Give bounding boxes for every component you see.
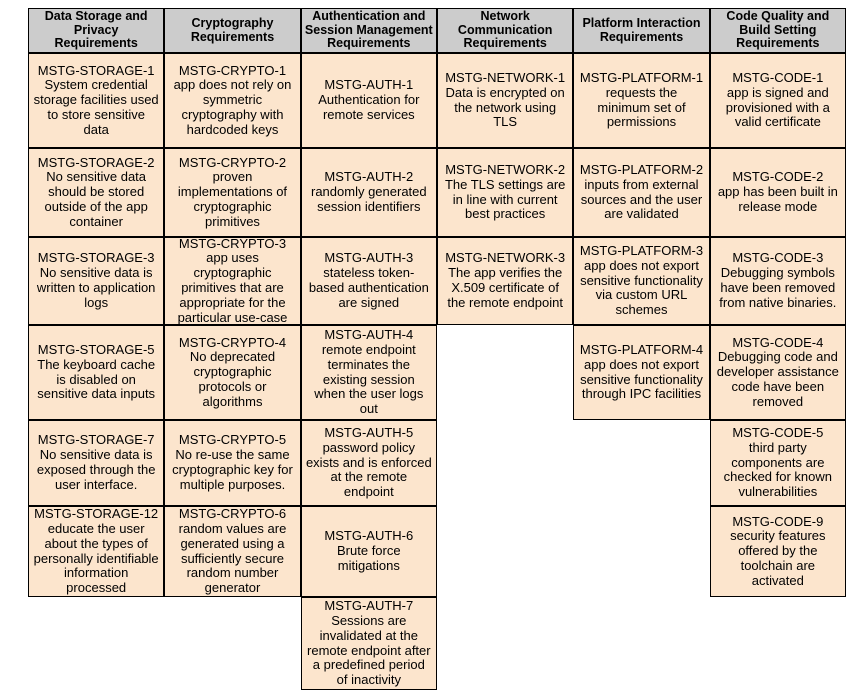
requirement-cell [437,148,573,237]
requirement-description: inputs from external sources and the user are validated [580,176,703,222]
column-header: Cryptography Requirements [164,8,300,53]
requirement-code: MSTG-CODE-4 [732,334,824,350]
requirement-description: The TLS settings are in line with current best practices [444,176,566,222]
requirement-description: Data is encrypted on the network using TLS [445,84,565,130]
requirement-description: No re-use the same cryptographic key for multiple purposes. [172,447,293,492]
requirement-code: MSTG-NETWORK-2 [445,161,566,177]
requirement-code: MSTG-STORAGE-12 [34,506,159,522]
requirement-cell [710,148,846,237]
requirement-code: MSTG-CODE-3 [732,250,824,266]
requirement-cell [573,53,709,148]
requirement-code: MSTG-CRYPTO-3 [178,235,287,251]
requirement-description: Sessions are invalidated at the remote endpoint after a predefined period of inactivity [307,612,431,688]
requirement-cell [164,53,300,148]
requirement-code: MSTG-AUTH-4 [324,327,414,343]
requirement-description: app is signed and provisioned with a valid certificate [725,84,830,130]
requirement-code: MSTG-PLATFORM-3 [579,243,704,258]
requirement-code: MSTG-CRYPTO-4 [178,334,287,350]
requirement-cell [301,506,437,597]
requirement-code: MSTG-STORAGE-5 [37,341,155,357]
requirement-code: MSTG-PLATFORM-4 [579,341,704,357]
requirement-description: password policy exists and is enforced at the remote endpoint [305,439,432,500]
column-header: Authentication and Session Management Requirements [301,8,437,53]
requirement-cell [301,237,437,325]
requirement-code: MSTG-AUTH-3 [324,250,414,266]
requirement-cell [573,325,709,420]
requirement-description: educate the user about the types of personally identifiable information processed [33,520,159,596]
requirement-description: Debugging symbols have been removed from native binaries. [719,265,837,310]
requirement-cell [28,53,164,148]
requirement-description: System credential storage facilities used to store sensitive data [33,77,159,137]
requirement-cell [301,597,437,690]
requirement-cell [164,325,300,420]
requirement-cell [710,53,846,148]
requirement-description: Debugging code and developer assistance code have been removed [716,349,839,409]
requirement-description: app does not export sensitive functionality via custom URL schemes [580,257,703,318]
requirement-code: MSTG-CODE-9 [732,513,824,529]
requirement-cell [301,148,437,237]
requirement-code: MSTG-NETWORK-1 [445,69,566,85]
requirement-description: app does not rely on symmetric cryptography with hardcoded keys [173,77,292,137]
requirement-code: MSTG-CRYPTO-1 [178,62,287,78]
requirement-code: MSTG-PLATFORM-1 [579,69,704,85]
requirement-description: Brute force mitigations [337,543,401,573]
requirement-description: randomly generated session identifiers [311,184,427,214]
requirement-description: requests the minimum set of permissions [597,84,686,130]
requirement-code: MSTG-CODE-1 [732,69,824,85]
requirement-code: MSTG-CODE-2 [732,169,824,185]
requirement-description: No sensitive data should be stored outside of the app container [44,169,148,229]
requirement-cell [28,420,164,506]
requirement-cell [28,325,164,420]
requirement-code: MSTG-STORAGE-7 [37,432,155,448]
requirement-code: MSTG-STORAGE-1 [37,62,155,78]
requirement-description: app has been built in release mode [717,184,838,214]
requirement-description: stateless token-based authentication are signed [308,265,429,310]
requirement-description: No sensitive data is exposed through the user interface. [36,447,156,492]
requirement-cell [164,148,300,237]
requirement-code: MSTG-AUTH-5 [324,425,414,440]
requirement-code: MSTG-CRYPTO-6 [178,506,287,522]
column-header: Platform Interaction Requirements [573,8,709,53]
requirement-description: random values are generated using a sufficiently secure random number generator [178,520,287,596]
requirement-cell [28,148,164,237]
requirement-code: MSTG-CRYPTO-5 [178,432,287,448]
requirement-code: MSTG-CODE-5 [732,425,824,440]
requirements-grid [28,8,846,690]
requirement-description: proven implementations of cryptographic primitives [177,169,288,229]
requirement-cell [437,237,573,325]
requirement-cell [710,237,846,325]
requirement-cell [573,237,709,325]
requirement-cell [164,506,300,597]
requirement-code: MSTG-PLATFORM-2 [579,161,704,177]
requirement-description: app does not export sensitive functionality through IPC facilities [580,356,703,402]
requirement-code: MSTG-STORAGE-2 [37,154,155,170]
requirement-code: MSTG-AUTH-1 [324,77,414,93]
requirement-cell [437,53,573,148]
requirement-description: third party components are checked for known vulnerabilities [723,439,833,500]
requirement-cell [301,325,437,420]
column-header: Code Quality and Build Setting Requirements [710,8,846,53]
requirement-code: MSTG-STORAGE-3 [37,250,155,266]
requirement-cell [28,506,164,597]
column-header: Data Storage and Privacy Requirements [28,8,164,53]
requirement-cell [710,420,846,506]
requirement-cell [164,420,300,506]
requirement-description: No deprecated cryptographic protocols or algorithms [189,349,276,409]
column-header: Network Communication Requirements [437,8,573,53]
requirement-code: MSTG-AUTH-7 [324,598,414,614]
requirement-cell [710,506,846,597]
requirement-description: app uses cryptographic primitives that are appropriate for the particular use-case [177,250,288,325]
requirement-cell [28,237,164,325]
requirement-cell [710,325,846,420]
requirement-description: The keyboard cache is disabled on sensitive data inputs [37,356,156,402]
requirement-description: No sensitive data is written to application logs [36,265,156,310]
requirement-code: MSTG-CRYPTO-2 [178,154,287,170]
requirement-code: MSTG-NETWORK-3 [445,250,566,266]
requirement-description: Authentication for remote services [318,92,420,122]
requirement-code: MSTG-AUTH-2 [324,169,414,185]
requirement-description: The app verifies the X.509 certificate of the remote endpoint [447,265,563,310]
requirement-description: remote endpoint terminates the existing session when the user logs out [314,341,424,417]
requirement-cell [573,148,709,237]
requirement-cell [301,420,437,506]
requirement-cell [164,237,300,325]
requirement-code: MSTG-AUTH-6 [324,528,414,544]
requirement-cell [301,53,437,148]
requirement-description: security features offered by the toolchain are activated [730,528,826,588]
